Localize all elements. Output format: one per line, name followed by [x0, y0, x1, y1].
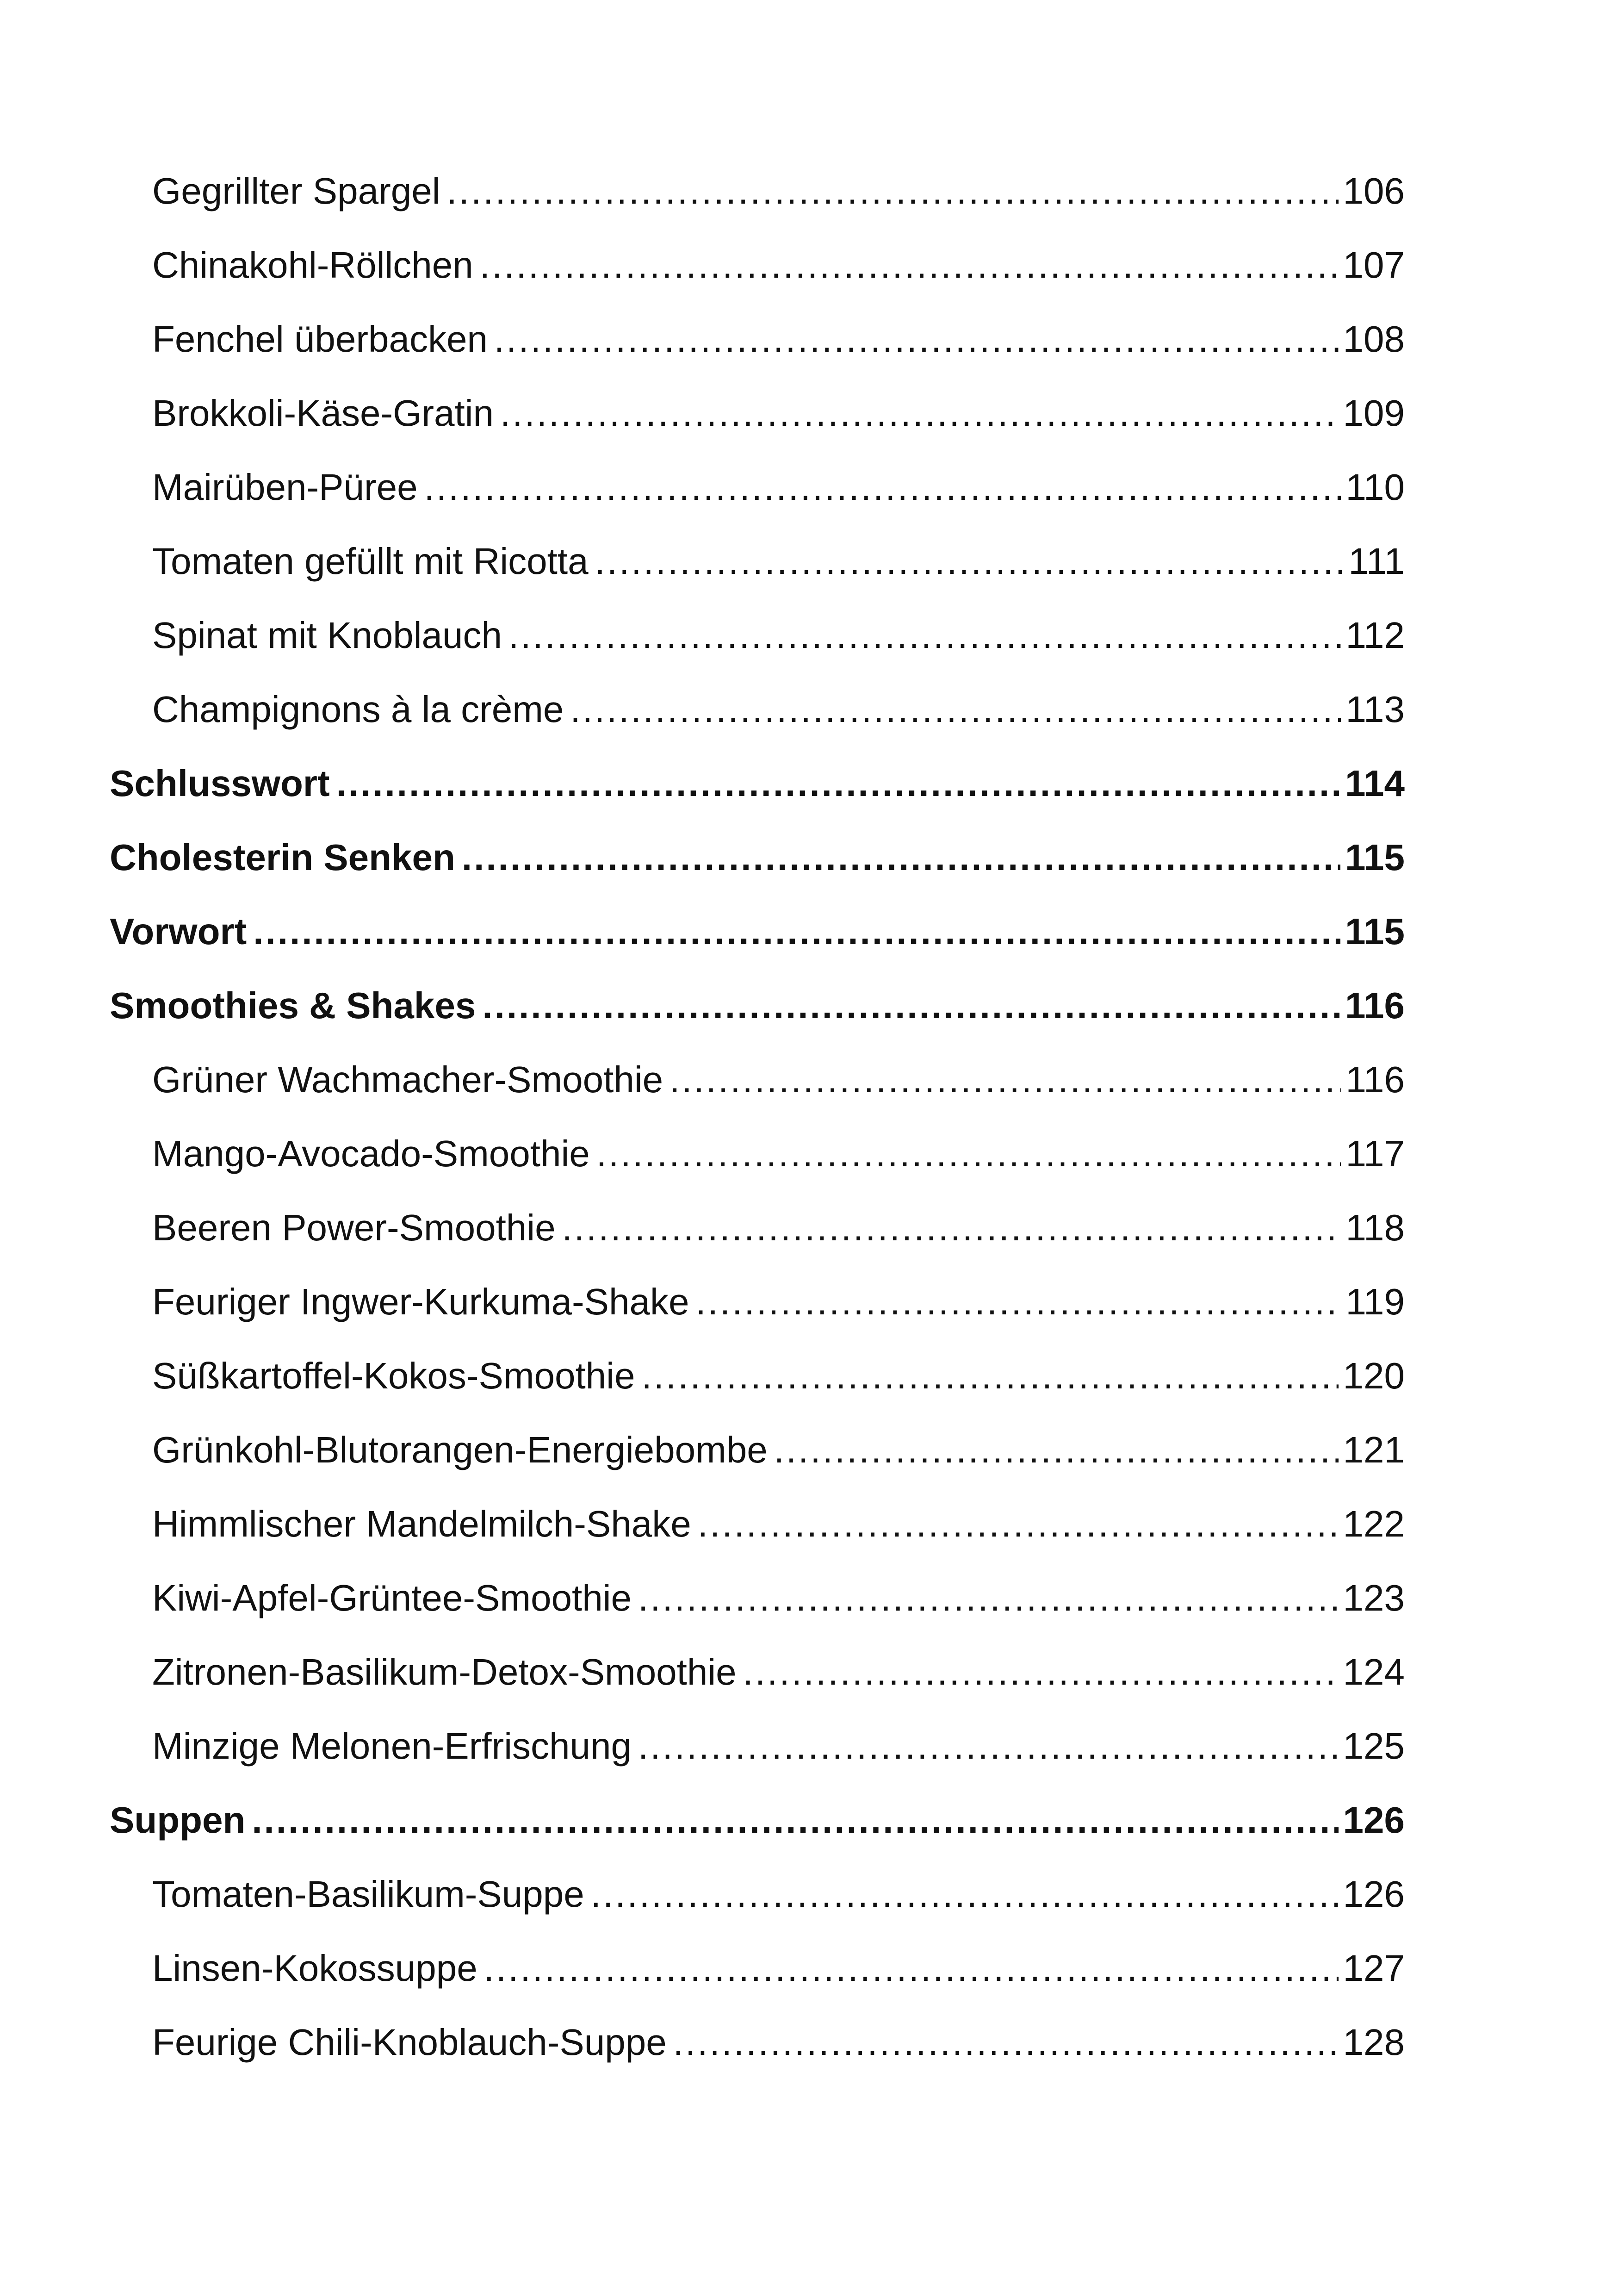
toc-entry-recipe[interactable] — [110, 1857, 1405, 1931]
dot-leader — [670, 1043, 1341, 1117]
entry-page-number: 106 — [1343, 170, 1405, 212]
entry-title: Linsen-Kokossuppe — [152, 1948, 477, 1989]
toc-entry-recipe[interactable] — [110, 302, 1405, 376]
entry-title: Brokkoli-Käse-Gratin — [152, 392, 494, 434]
entry-title: Feuriger Ingwer-Kurkuma-Shake — [152, 1281, 689, 1322]
entry-page-number: 115 — [1345, 911, 1405, 952]
toc-entry-recipe[interactable] — [110, 2005, 1405, 2079]
entry-title: Beeren Power-Smoothie — [152, 1207, 556, 1248]
toc-entry-recipe[interactable] — [110, 1265, 1405, 1339]
dot-leader — [480, 228, 1339, 302]
entry-page-number: 117 — [1345, 1133, 1405, 1174]
toc-entry-recipe[interactable] — [110, 1561, 1405, 1635]
dot-leader — [562, 1191, 1341, 1265]
entry-title: Vorwort — [110, 911, 247, 952]
toc-entry-recipe[interactable] — [110, 1709, 1405, 1783]
entry-title: Chinakohl-Röllchen — [152, 244, 473, 286]
toc-entry-recipe[interactable] — [110, 154, 1405, 228]
entry-title: Süßkartoffel-Kokos-Smoothie — [152, 1355, 635, 1396]
toc-entry-recipe[interactable] — [110, 1635, 1405, 1709]
entry-page-number: 116 — [1345, 1059, 1405, 1100]
dot-leader — [484, 1931, 1339, 2005]
entry-title: Spinat mit Knoblauch — [152, 615, 502, 656]
dot-leader — [462, 821, 1340, 895]
toc-entry-recipe[interactable] — [110, 1043, 1405, 1117]
dot-leader — [673, 2005, 1339, 2079]
entry-title: Feurige Chili-Knoblauch-Suppe — [152, 2022, 667, 2063]
entry-title: Cholesterin Senken — [110, 837, 455, 878]
entry-title: Kiwi-Apfel-Grüntee-Smoothie — [152, 1577, 632, 1618]
entry-page-number: 107 — [1343, 244, 1405, 286]
entry-title: Grünkohl-Blutorangen-Energiebombe — [152, 1429, 768, 1470]
entry-page-number: 111 — [1348, 541, 1405, 582]
entry-page-number: 119 — [1345, 1281, 1405, 1322]
entry-page-number: 120 — [1343, 1355, 1405, 1396]
entry-title: Zitronen-Basilikum-Detox-Smoothie — [152, 1651, 737, 1692]
toc-entry-recipe[interactable] — [110, 1117, 1405, 1191]
entry-page-number: 115 — [1345, 837, 1405, 878]
entry-title: Fenchel überbacken — [152, 318, 488, 360]
dot-leader — [494, 302, 1339, 376]
entry-title: Minzige Melonen-Erfrischung — [152, 1725, 632, 1767]
entry-page-number: 125 — [1343, 1725, 1405, 1767]
entry-page-number: 110 — [1345, 467, 1405, 508]
entry-title: Schlusswort — [110, 763, 330, 804]
dot-leader — [424, 450, 1341, 524]
dot-leader — [252, 1783, 1338, 1857]
dot-leader — [638, 1709, 1339, 1783]
entry-page-number: 109 — [1343, 392, 1405, 434]
toc-entry-recipe[interactable] — [110, 1931, 1405, 2005]
dot-leader — [591, 1857, 1339, 1931]
entry-page-number: 122 — [1343, 1503, 1405, 1544]
dot-leader — [698, 1487, 1339, 1561]
entry-title: Grüner Wachmacher-Smoothie — [152, 1059, 663, 1100]
entry-page-number: 121 — [1343, 1429, 1405, 1470]
entry-title: Tomaten-Basilikum-Suppe — [152, 1873, 584, 1915]
dot-leader — [774, 1413, 1339, 1487]
entry-title: Mango-Avocado-Smoothie — [152, 1133, 590, 1174]
entry-page-number: 113 — [1345, 689, 1405, 730]
entry-page-number: 116 — [1345, 985, 1405, 1026]
dot-leader — [641, 1339, 1338, 1413]
dot-leader — [695, 1265, 1341, 1339]
toc-entry-recipe[interactable] — [110, 598, 1405, 672]
entry-title: Mairüben-Püree — [152, 467, 418, 508]
entry-page-number: 112 — [1345, 615, 1405, 656]
dot-leader — [508, 598, 1341, 672]
toc-entry-chapter[interactable] — [110, 1783, 1405, 1857]
entry-page-number: 118 — [1345, 1207, 1405, 1248]
toc-entry-chapter[interactable] — [110, 969, 1405, 1043]
toc-entry-recipe[interactable] — [110, 1191, 1405, 1265]
dot-leader — [482, 969, 1340, 1043]
entry-page-number: 123 — [1343, 1577, 1405, 1618]
toc-entry-recipe[interactable] — [110, 376, 1405, 450]
toc-entry-chapter[interactable] — [110, 821, 1405, 895]
entry-page-number: 128 — [1343, 2022, 1405, 2063]
dot-leader — [500, 376, 1339, 450]
toc-entry-recipe[interactable] — [110, 1413, 1405, 1487]
toc-entry-chapter[interactable] — [110, 895, 1405, 969]
entry-page-number: 127 — [1343, 1948, 1405, 1989]
toc-entry-recipe[interactable] — [110, 228, 1405, 302]
entry-page-number: 108 — [1343, 318, 1405, 360]
toc-entry-recipe[interactable] — [110, 1339, 1405, 1413]
dot-leader — [447, 154, 1339, 228]
entry-page-number: 114 — [1345, 763, 1405, 804]
entry-title: Himmlischer Mandelmilch-Shake — [152, 1503, 691, 1544]
entry-page-number: 124 — [1343, 1651, 1405, 1692]
toc-entry-recipe[interactable] — [110, 450, 1405, 524]
dot-leader — [336, 747, 1340, 821]
entry-title: Suppen — [110, 1799, 246, 1841]
entry-page-number: 126 — [1343, 1799, 1405, 1841]
table-of-contents — [110, 154, 1405, 2079]
toc-entry-chapter[interactable] — [110, 747, 1405, 821]
toc-entry-recipe[interactable] — [110, 524, 1405, 598]
dot-leader — [743, 1635, 1339, 1709]
entry-title: Tomaten gefüllt mit Ricotta — [152, 541, 589, 582]
dot-leader — [595, 524, 1344, 598]
entry-title: Smoothies & Shakes — [110, 985, 476, 1026]
entry-title: Champignons à la crème — [152, 689, 564, 730]
toc-entry-recipe[interactable] — [110, 1487, 1405, 1561]
toc-entry-recipe[interactable] — [110, 672, 1405, 747]
entry-page-number: 126 — [1343, 1873, 1405, 1915]
dot-leader — [253, 895, 1340, 969]
entry-title: Gegrillter Spargel — [152, 170, 440, 212]
dot-leader — [638, 1561, 1339, 1635]
dot-leader — [570, 672, 1341, 747]
dot-leader — [596, 1117, 1341, 1191]
